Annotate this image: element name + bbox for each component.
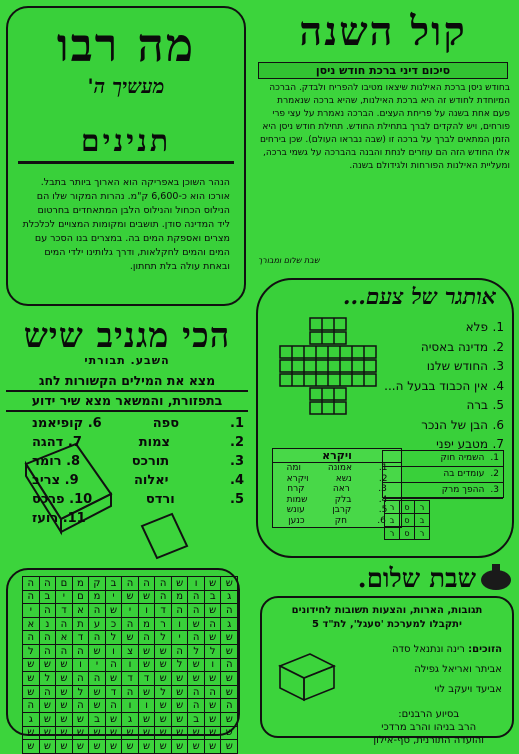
grid-cell: ב bbox=[385, 514, 400, 527]
parasha-row bbox=[273, 516, 401, 527]
wordsearch-cell: ה bbox=[188, 604, 205, 618]
quiz-item: 4.אין הכבוד בבעל ה... bbox=[384, 378, 504, 393]
wordsearch-cell: ש bbox=[171, 726, 188, 740]
wordsearch-cell: צ bbox=[122, 644, 139, 658]
wordsearch-grid bbox=[22, 576, 238, 754]
sponsor-line: והועדה התורנית, סף-אילון bbox=[373, 735, 484, 746]
wordsearch-cell: ה bbox=[221, 658, 238, 672]
wordsearch-row bbox=[23, 631, 238, 645]
wordsearch-row bbox=[23, 685, 238, 699]
wordsearch-cell: ש bbox=[105, 712, 122, 726]
wordsearch-cell: ש bbox=[56, 685, 73, 699]
wordsearch-cell: ג bbox=[221, 590, 238, 604]
clue-cell: השמיה חוק bbox=[440, 453, 485, 463]
word-row: 2. צמות 7. דהגה bbox=[32, 435, 244, 450]
quiz-title: אותגר של צעם... bbox=[342, 284, 496, 310]
wordsearch-cell: ש bbox=[122, 590, 139, 604]
wordsearch-cell: ש bbox=[56, 712, 73, 726]
halacha-subtitle: סיכום דיני ברכת חודש ניסן bbox=[258, 62, 508, 79]
wordsearch-cell: ה bbox=[105, 699, 122, 713]
wordsearch-row bbox=[23, 658, 238, 672]
wordsearch-cell: ש bbox=[221, 631, 238, 645]
wordsearch-cell: י bbox=[23, 604, 40, 618]
grid-cell: ר bbox=[385, 527, 400, 540]
wordsearch-cell: ש bbox=[105, 672, 122, 686]
wordsearch-cell: ש bbox=[188, 740, 205, 754]
word-row: 5. ורדס 10. פרכס bbox=[32, 492, 244, 507]
halacha-signature: שבת שלום ומבורך bbox=[258, 256, 320, 265]
wordsearch-cell: ש bbox=[122, 726, 139, 740]
wordsearch-cell: ש bbox=[204, 740, 221, 754]
wordsearch-row bbox=[23, 577, 238, 591]
wordsearch-cell: ה bbox=[89, 672, 106, 686]
nature-subtitle: מעשיך ה' bbox=[87, 74, 165, 98]
wordsearch-cell: ה bbox=[155, 590, 172, 604]
nature-section bbox=[6, 6, 246, 306]
wordsearch-cell: ב bbox=[188, 712, 205, 726]
wordsearch-cell: ש bbox=[138, 712, 155, 726]
wordsearch-cell: ש bbox=[155, 740, 172, 754]
halacha-title: קול השנה bbox=[299, 8, 467, 55]
wordsearch-cell: ו bbox=[72, 658, 89, 672]
wordsearch-cell: ה bbox=[23, 577, 40, 591]
wordsearch-cell: ש bbox=[155, 658, 172, 672]
wordsearch-cell: ו bbox=[204, 658, 221, 672]
word-list bbox=[32, 414, 244, 528]
wordsearch-cell: ל bbox=[171, 658, 188, 672]
clue-row bbox=[383, 451, 503, 467]
wordsearch-row bbox=[23, 672, 238, 686]
wordsearch-cell: ש bbox=[122, 631, 139, 645]
wordsearch-cell: י bbox=[105, 590, 122, 604]
wordsearch-cell: ש bbox=[221, 644, 238, 658]
winners-list bbox=[392, 640, 502, 700]
wordsearch-cell: ש bbox=[105, 726, 122, 740]
wordsearch-cell: ב bbox=[89, 712, 106, 726]
wordsearch-cell: ד bbox=[72, 631, 89, 645]
wordsearch-cell: ש bbox=[89, 644, 106, 658]
grid-cell: ר bbox=[385, 501, 400, 514]
grid-cell: ר bbox=[415, 527, 430, 540]
wordsearch-cell: ל bbox=[23, 644, 40, 658]
wordsearch-cell: ש bbox=[23, 726, 40, 740]
nature-body: הנהר השוכן באפריקה הוא הארוך ביותר בתבל. אורכו הוא כ-6,600 ק"מ. נהרות המקור שלו הם הנילוס הכחול והנילוס הלבן המתאחדים בחרטום ליד המדינה סודן. תושבים ומקומות המצויים לכלכלת מצרים ואספקת המים בה. במצרים בנו הסכר עם המים והמים לחקלאות, ודרך גלותינו ילדי המים ובאחת עולה בלת תחתון. bbox=[22, 177, 230, 272]
winner: אביעד ויעקב לוי bbox=[434, 684, 502, 695]
wordsearch-cell: ע bbox=[89, 617, 106, 631]
wordsearch-cell: ש bbox=[204, 604, 221, 618]
wordsearch-cell: י bbox=[122, 604, 139, 618]
wordsearch-cell: ה bbox=[188, 685, 205, 699]
wordsearch-cell: ד bbox=[138, 672, 155, 686]
wordsearch-cell: ה bbox=[56, 644, 73, 658]
wordsearch-cell: ש bbox=[221, 577, 238, 591]
shabbat-section bbox=[258, 562, 516, 746]
wordsearch-cell: ה bbox=[171, 604, 188, 618]
wordsearch-cell: נ bbox=[39, 617, 56, 631]
wordsearch-cell: ה bbox=[72, 672, 89, 686]
wordsearch-cell: ה bbox=[72, 644, 89, 658]
wordsearch-cell: ד bbox=[56, 604, 73, 618]
wordsearch-cell: ש bbox=[171, 740, 188, 754]
wordsearch-cell: ש bbox=[188, 658, 205, 672]
parasha-cell: אמונה bbox=[327, 463, 352, 473]
wordsearch-cell: ה bbox=[188, 699, 205, 713]
wordsearch-cell: ש bbox=[23, 740, 40, 754]
parasha-cell: 5. bbox=[378, 505, 388, 515]
wordsearch-cell: ש bbox=[171, 685, 188, 699]
wordsearch-cell: ה bbox=[204, 685, 221, 699]
parasha-cell: ראה bbox=[332, 484, 350, 494]
wordsearch-cell: ה bbox=[204, 617, 221, 631]
wordsearch-cell: ל bbox=[204, 644, 221, 658]
wordsearch-cell: ו bbox=[188, 577, 205, 591]
wordsearch-cell: ש bbox=[138, 658, 155, 672]
wordsearch-cell: ש bbox=[221, 740, 238, 754]
halacha-body: בחודש ניסן ברכת האילנות שיצאו מטיבו להפריח ולבדק. הברכה המיוחדת לחודש זה היא ברכת האילנות, שהיא ברכה שנאמרת פעם אחת בשנה על פריחת העצים. הברכה נאמרת על עצי פרי פורחים, ויש להקדים לברך בתחילת החודש. תחילת חודש ניסן היא הזמן המתאים לברך על ברכה זו (שבה נבראו העולם). שכן בירחים אלו החודש הזה הם עוזרים לנחת והבנה בהברכה על גשמי ברכה, ומעליית האילנות הפורחות ולגידולם בשנה. bbox=[259, 83, 510, 171]
wordsearch-cell: ה bbox=[39, 577, 56, 591]
quiz-item: 5.ברה bbox=[466, 398, 504, 412]
pegboard-illustration bbox=[278, 316, 378, 441]
parasha-cell: נשא bbox=[335, 473, 352, 484]
grid-cell: ר bbox=[415, 501, 430, 514]
word-row: 1. ספה 6. קופיאמנ bbox=[32, 416, 244, 431]
parasha-cell: חק bbox=[334, 515, 348, 526]
wordsearch-cell: ש bbox=[39, 699, 56, 713]
wordsearch-cell: ש bbox=[155, 699, 172, 713]
wordsearch-cell: ש bbox=[155, 672, 172, 686]
wordsearch-cell: ש bbox=[89, 699, 106, 713]
wordsearch-cell: ה bbox=[23, 699, 40, 713]
wordsearch-cell: ש bbox=[204, 631, 221, 645]
wordsearch-title: הכי מגניב שיש bbox=[23, 316, 231, 356]
clue-row bbox=[383, 483, 503, 499]
clue-cell: ההפך מרק bbox=[441, 485, 485, 495]
wordsearch-task bbox=[6, 372, 248, 412]
wordsearch-cell: ש bbox=[171, 672, 188, 686]
wordsearch-cell: ש bbox=[72, 740, 89, 754]
wordsearch-row bbox=[23, 740, 238, 754]
parasha-table-header: ויקרא bbox=[273, 449, 401, 463]
grid-cell: ב bbox=[415, 514, 430, 527]
wordsearch-row bbox=[23, 590, 238, 604]
quiz-item: 6.הבן של הנכר bbox=[421, 417, 504, 432]
wordsearch-cell: ל bbox=[105, 631, 122, 645]
parasha-cell: ויקרא bbox=[286, 473, 309, 484]
parasha-cell: כנען bbox=[288, 515, 305, 526]
wordsearch-cell: י bbox=[56, 590, 73, 604]
halacha-section bbox=[252, 6, 514, 268]
clue-table bbox=[382, 450, 504, 498]
wordsearch-cell: ד bbox=[105, 685, 122, 699]
quiz-item: 7.מטבע יפני bbox=[436, 437, 504, 451]
wordsearch-row bbox=[23, 726, 238, 740]
sponsor-line: בסיוע הרבנים: bbox=[398, 709, 460, 720]
wordsearch-cell: ש bbox=[56, 726, 73, 740]
wordsearch-row bbox=[23, 617, 238, 631]
wordsearch-cell: ר bbox=[155, 617, 172, 631]
wordsearch-cell: ש bbox=[188, 672, 205, 686]
wordsearch-cell: ש bbox=[89, 726, 106, 740]
wordsearch-cell: ג bbox=[23, 712, 40, 726]
task-line-2: בתפזורת, והמשאר מצא שיר ידוע bbox=[6, 392, 248, 412]
wordsearch-cell: מ bbox=[171, 590, 188, 604]
word-row: 3. תורכס 8. רומר bbox=[32, 454, 244, 469]
winner: רינה ונתנאל סדה bbox=[391, 644, 465, 655]
wordsearch-cell: ה bbox=[122, 685, 139, 699]
wordsearch-cell: ש bbox=[23, 658, 40, 672]
wordsearch-cell: ש bbox=[204, 712, 221, 726]
wordsearch-cell: ש bbox=[138, 740, 155, 754]
wordsearch-cell: ה bbox=[188, 631, 205, 645]
wordsearch-cell: ה bbox=[122, 577, 139, 591]
wordsearch-cell: ש bbox=[155, 644, 172, 658]
parasha-cell: 6. bbox=[377, 515, 386, 526]
offer-line-2: יתקבלו למערכת 'סעגל', לת"ד 5 bbox=[312, 619, 462, 630]
wordsearch-cell: ש bbox=[89, 740, 106, 754]
wordsearch-cell: ה bbox=[56, 617, 73, 631]
wordsearch-cell: ש bbox=[171, 712, 188, 726]
wordsearch-cell: ו bbox=[138, 604, 155, 618]
shabbat-title: שבת שלום. bbox=[357, 564, 476, 594]
wordsearch-cell: ש bbox=[204, 577, 221, 591]
wordsearch-cell: מ bbox=[89, 590, 106, 604]
wordsearch-cell: ש bbox=[56, 658, 73, 672]
wordsearch-cell: ה bbox=[155, 577, 172, 591]
wordsearch-cell: ו bbox=[171, 617, 188, 631]
wordsearch-cell: ל bbox=[155, 631, 172, 645]
sponsor-block bbox=[373, 708, 484, 747]
quiz-section bbox=[256, 278, 514, 558]
wordsearch-cell: ש bbox=[105, 740, 122, 754]
challah-icon bbox=[478, 562, 514, 594]
parasha-cell: שמות bbox=[286, 494, 308, 505]
clue-cell: 2. bbox=[490, 469, 499, 479]
wordsearch-cell: ה bbox=[221, 604, 238, 618]
parasha-cell: בלק bbox=[334, 494, 352, 505]
parasha-cell: קרח bbox=[287, 484, 305, 494]
winner: אביתר ואריאל גפילה bbox=[414, 664, 502, 675]
grid-cell: ס bbox=[400, 527, 415, 540]
quiz-item: 2.מדינה באסיה bbox=[420, 339, 504, 354]
wordsearch-cell: ת bbox=[72, 617, 89, 631]
wordsearch-cell: ש bbox=[138, 590, 155, 604]
wordsearch-cell: ה bbox=[39, 685, 56, 699]
wordsearch-cell: ש bbox=[23, 672, 40, 686]
wordsearch-grid-box bbox=[6, 568, 240, 752]
wordsearch-cell: ה bbox=[39, 631, 56, 645]
wordsearch-cell: ל bbox=[39, 672, 56, 686]
sponsor-line: הרב בניהו והרב מרדכי bbox=[381, 722, 477, 733]
wordsearch-cell: מ bbox=[72, 577, 89, 591]
parasha-cell: ומה bbox=[286, 463, 301, 473]
word-row: 11. רועז bbox=[32, 511, 86, 526]
wordsearch-cell: ו bbox=[122, 658, 139, 672]
wordsearch-row bbox=[23, 699, 238, 713]
wordsearch-subtitle: השבע. תבורתי bbox=[84, 354, 170, 367]
clue-row bbox=[383, 467, 503, 483]
wordsearch-cell: ד bbox=[122, 672, 139, 686]
wordsearch-cell: ה bbox=[23, 590, 40, 604]
task-line-1: מצא את המילים הקשורות לחג bbox=[6, 372, 248, 392]
wordsearch-cell: ה bbox=[39, 604, 56, 618]
clue-cell: עומדים בה bbox=[443, 469, 485, 479]
wordsearch-cell: ה bbox=[138, 631, 155, 645]
shabbat-inner bbox=[260, 596, 514, 746]
wordsearch-cell: ם bbox=[56, 577, 73, 591]
wordsearch-cell: ה bbox=[39, 644, 56, 658]
wordsearch-cell: א bbox=[72, 604, 89, 618]
wordsearch-cell: ב bbox=[105, 577, 122, 591]
wordsearch-cell: כ bbox=[105, 617, 122, 631]
wordsearch-cell: ב bbox=[39, 590, 56, 604]
wordsearch-cell: ש bbox=[122, 740, 139, 754]
wordsearch-cell: י bbox=[89, 658, 106, 672]
wordsearch-cell: ל bbox=[72, 685, 89, 699]
wordsearch-cell: ש bbox=[138, 644, 155, 658]
quiz-item: 3.החודש שלנו bbox=[426, 359, 504, 373]
winners-label: הזוכים: bbox=[468, 644, 502, 655]
wordsearch-intro bbox=[2, 316, 252, 562]
wordsearch-row bbox=[23, 644, 238, 658]
parasha-cell: 4. bbox=[378, 494, 388, 505]
grid-cell: ס bbox=[400, 514, 415, 527]
wordsearch-row bbox=[23, 604, 238, 618]
wordsearch-cell: ש bbox=[204, 672, 221, 686]
clue-cell: 3. bbox=[490, 485, 499, 495]
nature-title: מה רבו bbox=[56, 18, 196, 72]
wordsearch-cell: ם bbox=[72, 590, 89, 604]
gift-box-icon bbox=[272, 644, 342, 704]
wordsearch-cell: ו bbox=[138, 699, 155, 713]
wordsearch-cell: ש bbox=[188, 617, 205, 631]
wordsearch-cell: ה bbox=[122, 617, 139, 631]
wordsearch-cell: ש bbox=[72, 726, 89, 740]
wordsearch-cell: ו bbox=[122, 699, 139, 713]
parasha-cell: 3. bbox=[378, 484, 387, 494]
parasha-cell: עונש bbox=[286, 505, 305, 515]
wordsearch-cell: ה bbox=[89, 631, 106, 645]
shabbat-offer bbox=[272, 604, 502, 632]
wordsearch-cell: ה bbox=[188, 590, 205, 604]
wordsearch-cell: ש bbox=[155, 726, 172, 740]
wordsearch-cell: ש bbox=[89, 685, 106, 699]
nature-heading: תנינים bbox=[18, 124, 234, 164]
wordsearch-cell: ד bbox=[155, 604, 172, 618]
wordsearch-cell: מ bbox=[138, 617, 155, 631]
wordsearch-cell: א bbox=[23, 617, 40, 631]
small-grid bbox=[384, 500, 430, 540]
wordsearch-cell: ש bbox=[138, 726, 155, 740]
wordsearch-cell: ש bbox=[221, 685, 238, 699]
wordsearch-cell: ש bbox=[188, 726, 205, 740]
wordsearch-cell: ש bbox=[155, 712, 172, 726]
wordsearch-cell: ב bbox=[204, 590, 221, 604]
wordsearch-cell: א bbox=[56, 631, 73, 645]
wordsearch-cell: ה bbox=[72, 699, 89, 713]
wordsearch-cell: ש bbox=[39, 740, 56, 754]
wordsearch-cell: ג bbox=[221, 617, 238, 631]
wordsearch-cell: ה bbox=[23, 631, 40, 645]
wordsearch-cell: ש bbox=[23, 685, 40, 699]
wordsearch-cell: י bbox=[171, 631, 188, 645]
wordsearch-cell: ש bbox=[56, 740, 73, 754]
parasha-cell: קרבן bbox=[332, 505, 352, 515]
wordsearch-cell: ש bbox=[72, 712, 89, 726]
wordsearch-cell: ג bbox=[122, 712, 139, 726]
wordsearch-row bbox=[23, 712, 238, 726]
wordsearch-cell: ל bbox=[155, 685, 172, 699]
wordsearch-cell: ש bbox=[204, 699, 221, 713]
wordsearch-cell: ש bbox=[221, 726, 238, 740]
parasha-cell: 2. bbox=[378, 473, 388, 484]
wordsearch-cell: ו bbox=[105, 644, 122, 658]
wordsearch-cell: ש bbox=[39, 712, 56, 726]
wordsearch-cell: ש bbox=[221, 672, 238, 686]
clue-cell: 1. bbox=[490, 453, 499, 463]
grid-cell: ס bbox=[400, 501, 415, 514]
wordsearch-cell: ש bbox=[39, 658, 56, 672]
quiz-item: 1.פלא bbox=[465, 320, 504, 334]
wordsearch-cell: ש bbox=[171, 577, 188, 591]
parasha-row bbox=[273, 505, 401, 516]
wordsearch-cell: ש bbox=[39, 726, 56, 740]
wordsearch-cell: ש bbox=[221, 712, 238, 726]
wordsearch-cell: ש bbox=[105, 604, 122, 618]
wordsearch-cell: ה bbox=[138, 577, 155, 591]
wordsearch-cell: ש bbox=[204, 726, 221, 740]
wordsearch-cell: ל bbox=[188, 644, 205, 658]
wordsearch-cell: ה bbox=[171, 644, 188, 658]
wordsearch-cell: ש bbox=[138, 685, 155, 699]
wordsearch-cell: ה bbox=[105, 658, 122, 672]
wordsearch-cell: ה bbox=[89, 604, 106, 618]
quiz-list bbox=[376, 318, 504, 455]
wordsearch-cell: ש bbox=[56, 672, 73, 686]
parasha-cell: 1. bbox=[378, 463, 388, 473]
wordsearch-cell: ה bbox=[221, 699, 238, 713]
offer-line-1: תגובות, הארות, והצעות תשובות לחידונים bbox=[291, 605, 483, 616]
wordsearch-cell: ש bbox=[56, 699, 73, 713]
word-row: 4. יאלוה 9. צריב bbox=[32, 473, 244, 488]
wordsearch-cell: ק bbox=[89, 577, 106, 591]
wordsearch-cell: ש bbox=[171, 699, 188, 713]
